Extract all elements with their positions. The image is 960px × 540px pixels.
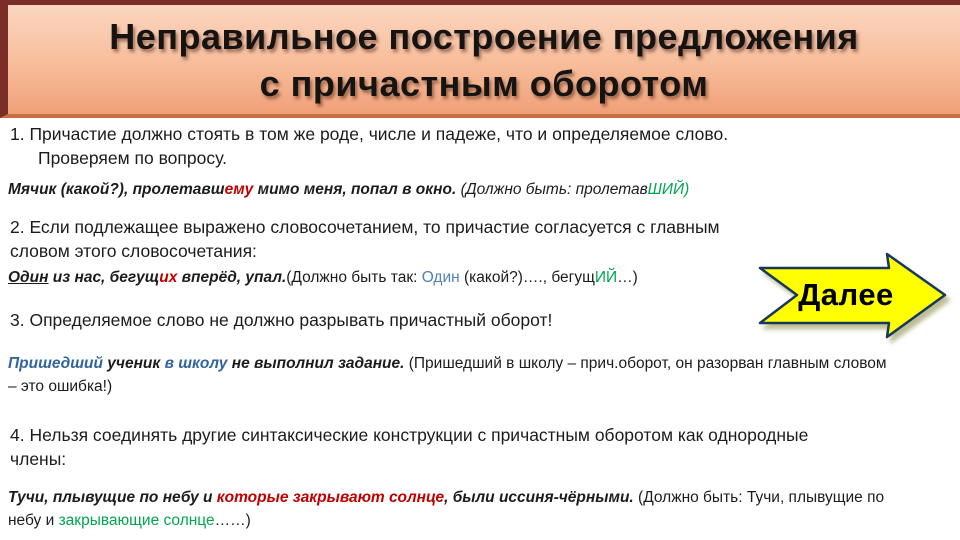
text-segment: (Пришедший в школу – прич.оборот, он разорван главным словом – это ошибка!) — [8, 355, 887, 395]
text-line: 4. Нельзя соединять другие синтаксические конструкции с причастным оборотом как однородные — [10, 425, 809, 445]
text-segment: Один — [8, 269, 49, 286]
example-3-sentence — [8, 353, 890, 398]
text-line: словом этого словосочетания: — [10, 241, 257, 261]
text-segment: , были иссиня-чёрными. — [444, 489, 634, 506]
text-segment: (Должно быть: пролетав — [456, 181, 648, 198]
next-button-label: Далее — [798, 277, 894, 312]
text-segment: ШИЙ) — [647, 181, 690, 198]
text-segment: мимо меня, попал в окно. — [253, 181, 457, 198]
text-line: члены: — [10, 449, 67, 469]
text-segment: в школу — [164, 355, 228, 372]
text-segment: которые закрывают солнце — [216, 489, 445, 506]
example-4-sentence — [8, 487, 916, 532]
slide-title-line-1: Неправильное построение предложения — [109, 15, 859, 57]
text-segment: (Должно быть: Тучи, плывущие по небу и — [8, 489, 885, 529]
text-segment: не выполнил задание. — [227, 355, 405, 372]
text-segment: из нас, бегущ — [48, 269, 160, 286]
text-segment: (Должно быть так: — [286, 269, 422, 286]
next-button[interactable] — [748, 250, 952, 342]
text-segment: закрывающие солнце — [58, 511, 215, 529]
text-line: Проверяем по вопросу. — [38, 147, 227, 168]
text-segment: …) — [617, 269, 638, 286]
text-line: 3. Определяемое слово не должно разрывать причастный оборот! — [10, 310, 553, 330]
text-segment: вперёд, упал. — [177, 269, 287, 286]
text-line: 1. Причастие должно стоять в том же роде, числе и падеже, что и определяемое слово. — [10, 124, 729, 144]
example-1-sentence — [8, 179, 689, 202]
text-segment: (какой?)…., бегущ — [464, 269, 595, 286]
rule-2-text — [10, 215, 720, 263]
slide-title-line-2: с причастным оборотом — [259, 62, 709, 104]
text-segment: Тучи, плывущие по небу и — [8, 489, 217, 506]
rule-1-text — [10, 123, 728, 170]
slide-title-banner — [0, 0, 960, 118]
text-segment: ученик — [102, 355, 165, 372]
text-segment: их — [159, 269, 178, 286]
text-segment: Пришедший — [8, 355, 103, 372]
text-segment: ……) — [214, 511, 251, 529]
text-segment: Мячик (какой?), пролетавш — [8, 181, 225, 198]
rule-4-text — [10, 423, 808, 471]
text-line: 2. Если подлежащее выражено словосочетанием, то причастие согласуется с главным — [10, 217, 720, 237]
example-2-sentence — [8, 267, 638, 290]
text-segment: ему — [224, 181, 254, 198]
text-segment: Один — [421, 269, 465, 286]
text-segment: ИЙ — [594, 269, 618, 286]
rule-3-text — [10, 309, 552, 333]
